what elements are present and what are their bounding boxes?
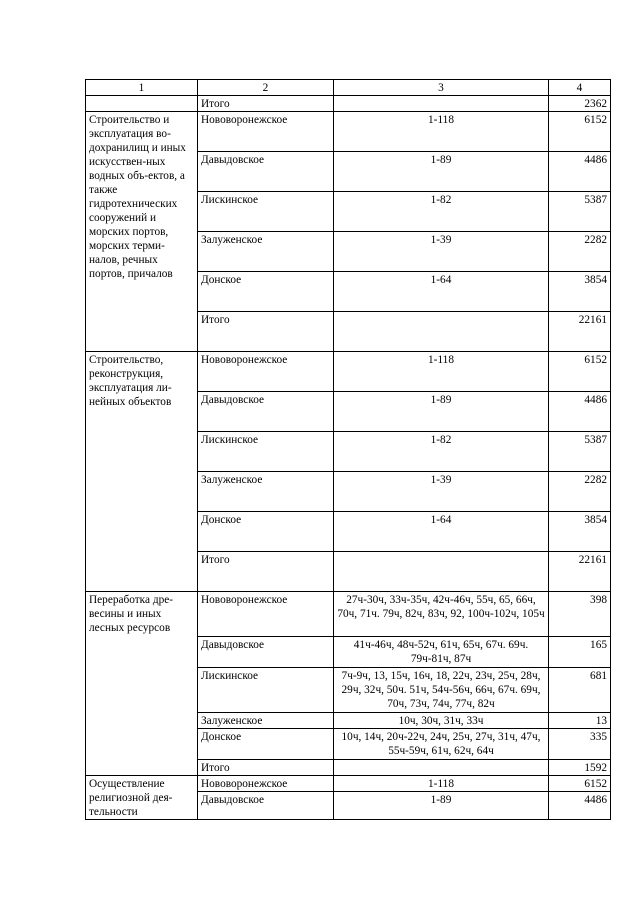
category-cell: Переработка дре-весины и иных лесных ресурсов [86, 592, 198, 776]
value-cell: 4486 [549, 152, 611, 192]
code-cell: 1-82 [334, 192, 549, 232]
district-cell: Итого [198, 96, 334, 112]
code-cell: 7ч-9ч, 13, 15ч, 16ч, 18, 22ч, 23ч, 25ч, 28ч, 29ч, 32ч, 50ч. 51ч, 54ч-56ч, 66ч, 67ч. 69ч, 70ч, 73ч, 74ч, 77ч, 82ч [334, 668, 549, 713]
value-cell: 13 [549, 713, 611, 729]
code-cell: 10ч, 14ч, 20ч-22ч, 24ч, 25ч, 27ч, 31ч, 47ч, 55ч-59ч, 61ч, 62ч, 64ч [334, 729, 549, 760]
code-cell: 27ч-30ч, 33ч-35ч, 42ч-46ч, 55ч, 65, 66ч, 70ч, 71ч. 79ч, 82ч, 83ч, 92, 100ч-102ч, 105ч [334, 592, 549, 637]
value-cell: 3854 [549, 272, 611, 312]
code-cell: 1-64 [334, 272, 549, 312]
value-cell: 6152 [549, 352, 611, 392]
value-cell: 5387 [549, 192, 611, 232]
category-cell [86, 96, 198, 112]
district-cell: Лискинское [198, 432, 334, 472]
code-cell: 1-89 [334, 392, 549, 432]
value-cell: 4486 [549, 392, 611, 432]
code-cell: 41ч-46ч, 48ч-52ч, 61ч, 65ч, 67ч. 69ч. 79ч-81ч, 87ч [334, 637, 549, 668]
district-cell: Итого [198, 552, 334, 592]
header-col-4: 4 [549, 80, 611, 96]
district-cell: Залуженское [198, 472, 334, 512]
code-cell: 1-82 [334, 432, 549, 472]
value-cell: 6152 [549, 112, 611, 152]
table-row [86, 96, 611, 112]
district-cell: Лискинское [198, 192, 334, 232]
district-cell: Донское [198, 512, 334, 552]
district-cell: Давыдовское [198, 637, 334, 668]
category-cell: Строительство и эксплуатация во-дохранилищ и иных искусствен-ных водных объ-ектов, а также гидротехнических сооружений и морских портов, морских терми-налов, речных портов, причалов [86, 112, 198, 352]
value-cell: 2282 [549, 232, 611, 272]
district-cell: Донское [198, 272, 334, 312]
header-row [86, 80, 611, 96]
value-cell: 165 [549, 637, 611, 668]
table-row [86, 352, 611, 392]
district-cell: Нововоронежское [198, 776, 334, 792]
code-cell [334, 312, 549, 352]
district-cell: Нововоронежское [198, 112, 334, 152]
district-cell: Итого [198, 312, 334, 352]
code-cell: 1-118 [334, 352, 549, 392]
value-cell: 1592 [549, 760, 611, 776]
district-cell: Донское [198, 729, 334, 760]
district-cell: Залуженское [198, 713, 334, 729]
value-cell: 398 [549, 592, 611, 637]
value-cell: 22161 [549, 312, 611, 352]
code-cell [334, 552, 549, 592]
value-cell: 5387 [549, 432, 611, 472]
header-col-1: 1 [86, 80, 198, 96]
value-cell: 2362 [549, 96, 611, 112]
code-cell: 1-39 [334, 232, 549, 272]
value-cell: 335 [549, 729, 611, 760]
table-row [86, 592, 611, 637]
value-cell: 3854 [549, 512, 611, 552]
code-cell [334, 760, 549, 776]
district-cell: Лискинское [198, 668, 334, 713]
code-cell: 1-39 [334, 472, 549, 512]
district-cell: Итого [198, 760, 334, 776]
category-cell: Строительство, реконструкция, эксплуатация ли-нейных объектов [86, 352, 198, 592]
table-row [86, 112, 611, 152]
district-cell: Давыдовское [198, 792, 334, 820]
value-cell: 6152 [549, 776, 611, 792]
header-col-3: 3 [334, 80, 549, 96]
district-cell: Давыдовское [198, 392, 334, 432]
category-cell: Осуществление религиозной дея-тельности [86, 776, 198, 820]
value-cell: 22161 [549, 552, 611, 592]
district-cell: Давыдовское [198, 152, 334, 192]
value-cell: 4486 [549, 792, 611, 820]
code-cell: 10ч, 30ч, 31ч, 33ч [334, 713, 549, 729]
code-cell: 1-118 [334, 776, 549, 792]
code-cell [334, 96, 549, 112]
code-cell: 1-64 [334, 512, 549, 552]
code-cell: 1-118 [334, 112, 549, 152]
district-cell: Залуженское [198, 232, 334, 272]
code-cell: 1-89 [334, 792, 549, 820]
land-fund-table [85, 79, 611, 820]
header-col-2: 2 [198, 80, 334, 96]
code-cell: 1-89 [334, 152, 549, 192]
value-cell: 681 [549, 668, 611, 713]
value-cell: 2282 [549, 472, 611, 512]
district-cell: Нововоронежское [198, 592, 334, 637]
table-row [86, 776, 611, 792]
district-cell: Нововоронежское [198, 352, 334, 392]
